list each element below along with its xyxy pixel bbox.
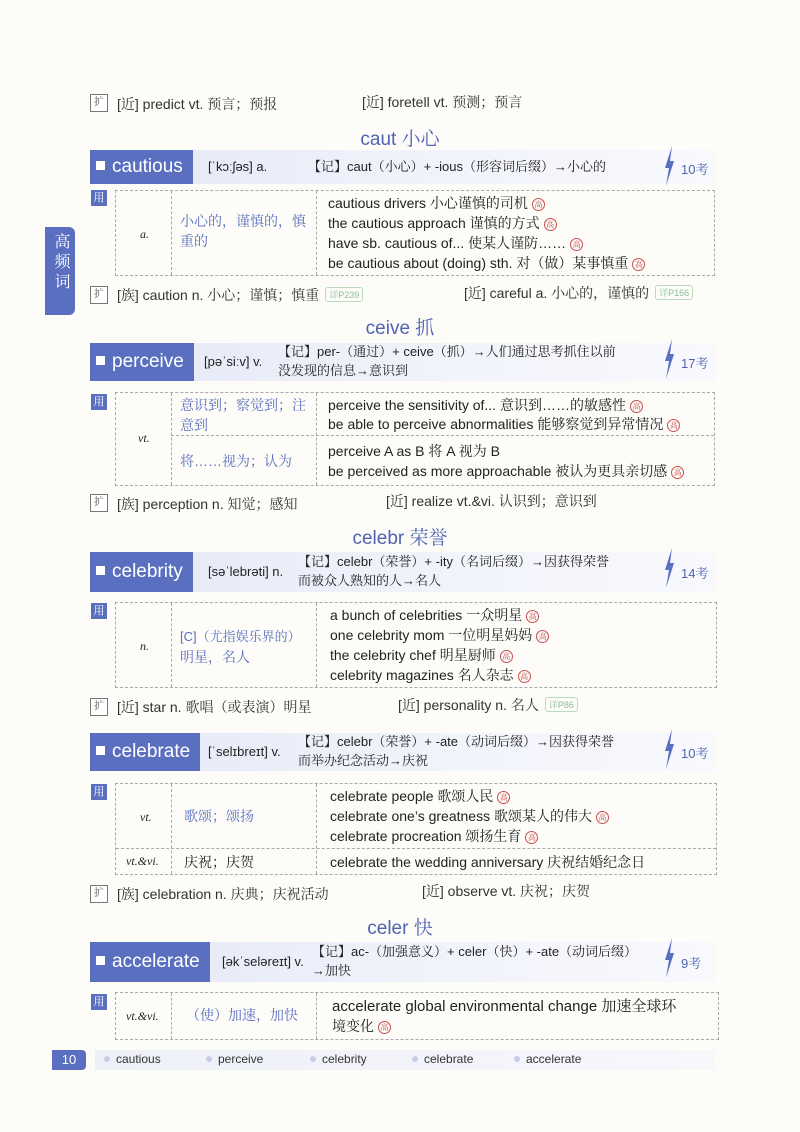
phonetic: [pəˈsiːv] v.: [204, 354, 263, 369]
exam-mark-icon: 高: [518, 670, 531, 683]
phonetic: [əkˈseləreɪt] v.: [222, 954, 304, 969]
example: celebrate one’s greatness 歌颂某人的伟大 高: [330, 806, 609, 826]
exam-mark-icon: 高: [526, 610, 539, 623]
exam-mark-icon: 高: [544, 218, 557, 231]
page-ref: 详P166: [655, 285, 693, 300]
example: perceive the sensitivity of... 意识到……的敏感性 高: [328, 395, 643, 415]
example: be cautious about (doing) sth. 对（做）某事慎重 高: [328, 253, 645, 273]
frequency-badge: [657, 942, 715, 976]
phonetic: [səˈlebrəti] n.: [208, 564, 284, 579]
memo-line: →加快: [312, 963, 352, 978]
footer-word[interactable]: celebrity: [310, 1052, 367, 1066]
memo-line: 【记】caut（小心）+ -ious（形容词后缀）→小心的: [308, 159, 606, 174]
headword: accelerate: [112, 951, 200, 972]
lightning-icon: [663, 339, 675, 379]
exam-mark-icon: 高: [632, 258, 645, 271]
ext-left: [族] caution n. 小心；谨慎；慎重 详P239: [117, 285, 363, 305]
page-number: 10: [52, 1050, 86, 1070]
usage-icon: 用: [91, 190, 107, 206]
part-of-speech: vt.: [140, 810, 152, 824]
headword: cautious: [112, 156, 183, 177]
meaning: 小心的，谨慎的，慎重的: [180, 213, 306, 249]
exam-mark-icon: 高: [570, 238, 583, 251]
example: celebrate the wedding anniversary 庆祝结婚纪念日: [330, 854, 646, 870]
phonetic: [ˈkɔːʃəs] a.: [208, 159, 268, 174]
example: one celebrity mom 一位明星妈妈 高: [330, 625, 549, 645]
root-heading: celebr 荣誉: [352, 528, 448, 549]
exam-mark-icon: 高: [525, 831, 538, 844]
exam-mark-icon: 高: [500, 650, 513, 663]
word-header: [90, 552, 715, 592]
word-header: [90, 942, 715, 982]
headword: celebrity: [112, 561, 183, 582]
frequency-badge: [657, 733, 715, 767]
extend-icon: 扩: [90, 94, 108, 112]
example: cautious drivers 小心谨慎的司机 高: [328, 193, 545, 213]
example: be able to perceive abnormalities 能够察觉到异常情况 高: [328, 414, 680, 434]
lightning-icon: [663, 938, 675, 978]
usage-table: [115, 992, 719, 1040]
meaning: 将……视为；认为: [180, 453, 292, 469]
headword-box[interactable]: [90, 733, 200, 771]
ext-right: [近] careful a. 小心的，谨慎的 详P166: [464, 283, 693, 303]
exam-mark-icon: 高: [497, 791, 510, 804]
top-ext-right: [近] foretell vt. 预测；预言: [362, 94, 523, 110]
frequency-count: 14考: [681, 566, 709, 581]
part-of-speech: a.: [140, 227, 149, 241]
frequency-count: 10考: [681, 746, 709, 761]
footer-word[interactable]: accelerate: [514, 1052, 581, 1066]
lightning-icon: [663, 548, 675, 588]
example: celebrate procreation 颂扬生育 高: [330, 826, 538, 846]
usage-icon: 用: [91, 394, 107, 410]
headword-box[interactable]: [90, 150, 193, 184]
headword-box[interactable]: [90, 942, 210, 982]
side-tab-label: 高频词: [52, 233, 69, 293]
example: have sb. cautious of... 使某人谨防…… 高: [328, 233, 583, 253]
headword: perceive: [112, 351, 184, 372]
example: accelerate global environmental change 加速全球环: [332, 998, 677, 1015]
memo-line: 而被众人熟知的人→名人: [298, 573, 442, 588]
headword-box[interactable]: [90, 343, 194, 381]
page-ref: 详P239: [325, 287, 363, 302]
usage-icon: 用: [91, 603, 107, 619]
memo-line: 【记】celebr（荣誉）+ -ity（名词后缀）→因获得荣誉: [298, 554, 609, 569]
memo-line: 而举办纪念活动→庆祝: [298, 753, 429, 768]
frequency-badge: [657, 552, 715, 586]
high-frequency-tab[interactable]: [45, 227, 75, 315]
word-header: [90, 343, 715, 381]
memo-line: 没发现的信息→意识到: [278, 363, 409, 378]
extend-icon: 扩: [90, 286, 108, 304]
exam-mark-icon: 高: [671, 466, 684, 479]
word-header: [90, 733, 715, 771]
exam-mark-icon: 高: [667, 419, 680, 432]
footer-word-bar: [95, 1050, 715, 1070]
example: celebrity magazines 名人杂志 高: [330, 665, 531, 685]
exam-mark-icon: 高: [536, 630, 549, 643]
meaning: 意识到；察觉到；注意到: [180, 397, 306, 433]
usage-table: [115, 190, 715, 276]
usage-table: [115, 783, 717, 875]
headword: celebrate: [112, 741, 191, 762]
lightning-icon: [663, 146, 675, 186]
example: the celebrity chef 明星厨师 高: [330, 645, 513, 665]
usage-table: [115, 392, 715, 486]
frequency-badge: [657, 150, 715, 184]
footer-word[interactable]: perceive: [206, 1052, 263, 1066]
extend-icon: 扩: [90, 698, 108, 716]
ext-left: [近] star n. 歌唱（或表演）明星: [117, 699, 312, 715]
root-heading: ceive 抓: [365, 318, 435, 339]
part-of-speech: n.: [140, 639, 149, 653]
headword-box[interactable]: [90, 552, 193, 592]
ext-right: [近] realize vt.&vi. 认识到；意识到: [386, 493, 597, 509]
part-of-speech: vt.: [138, 431, 150, 445]
phonetic: [ˈselɪbreɪt] v.: [208, 744, 281, 759]
page-ref: 详P86: [545, 697, 578, 712]
ext-right: [近] observe vt. 庆祝；庆贺: [422, 883, 591, 899]
footer-word[interactable]: celebrate: [412, 1052, 473, 1066]
meaning: 明星，名人: [180, 649, 250, 665]
frequency-count: 10考: [681, 162, 709, 177]
exam-mark-icon: 高: [378, 1021, 391, 1034]
example: a bunch of celebrities 一众明星 高: [330, 605, 539, 625]
extend-icon: 扩: [90, 885, 108, 903]
meaning: 庆祝；庆贺: [184, 854, 254, 870]
frequency-count: 9考: [681, 956, 702, 971]
meaning: [C]（尤指娱乐界的）: [180, 629, 301, 644]
usage-icon: 用: [91, 994, 107, 1010]
meaning: （使）加速，加快: [186, 1007, 298, 1023]
root-heading: celer 快: [367, 918, 433, 939]
exam-mark-icon: 高: [532, 198, 545, 211]
exam-mark-icon: 高: [630, 400, 643, 413]
example: perceive A as B 将 A 视为 B: [328, 443, 500, 459]
extend-icon: 扩: [90, 494, 108, 512]
example: the cautious approach 谨慎的方式 高: [328, 213, 557, 233]
frequency-count: 17考: [681, 356, 709, 371]
root-heading: caut 小心: [360, 129, 440, 150]
lightning-icon: [663, 729, 675, 769]
usage-table: [115, 602, 717, 688]
memo-line: 【记】per-（通过）+ ceive（抓）→人们通过思考抓住以前: [278, 344, 616, 359]
exam-mark-icon: 高: [596, 811, 609, 824]
ext-left: [族] perception n. 知觉；感知: [117, 496, 298, 512]
example: 境变化 高: [332, 1016, 391, 1036]
frequency-badge: [657, 343, 715, 377]
example: be perceived as more approachable 被认为更具亲切感 高: [328, 461, 684, 481]
part-of-speech: vt.&vi.: [126, 1009, 159, 1023]
ext-left: [族] celebration n. 庆典；庆祝活动: [117, 886, 329, 902]
memo-line: 【记】ac-（加强意义）+ celer（快）+ -ate（动词后缀）: [312, 944, 638, 959]
footer-word[interactable]: cautious: [104, 1052, 161, 1066]
memo-line: 【记】celebr（荣誉）+ -ate（动词后缀）→因获得荣誉: [298, 734, 615, 749]
top-ext-left: [近] predict vt. 预言；预报: [117, 96, 278, 112]
ext-right: [近] personality n. 名人 详P86: [398, 695, 578, 715]
word-header: [90, 150, 715, 184]
example: celebrate people 歌颂人民 高: [330, 786, 510, 806]
usage-icon: 用: [91, 784, 107, 800]
meaning: 歌颂；颂扬: [184, 808, 254, 824]
part-of-speech: vt.&vi.: [126, 854, 159, 868]
